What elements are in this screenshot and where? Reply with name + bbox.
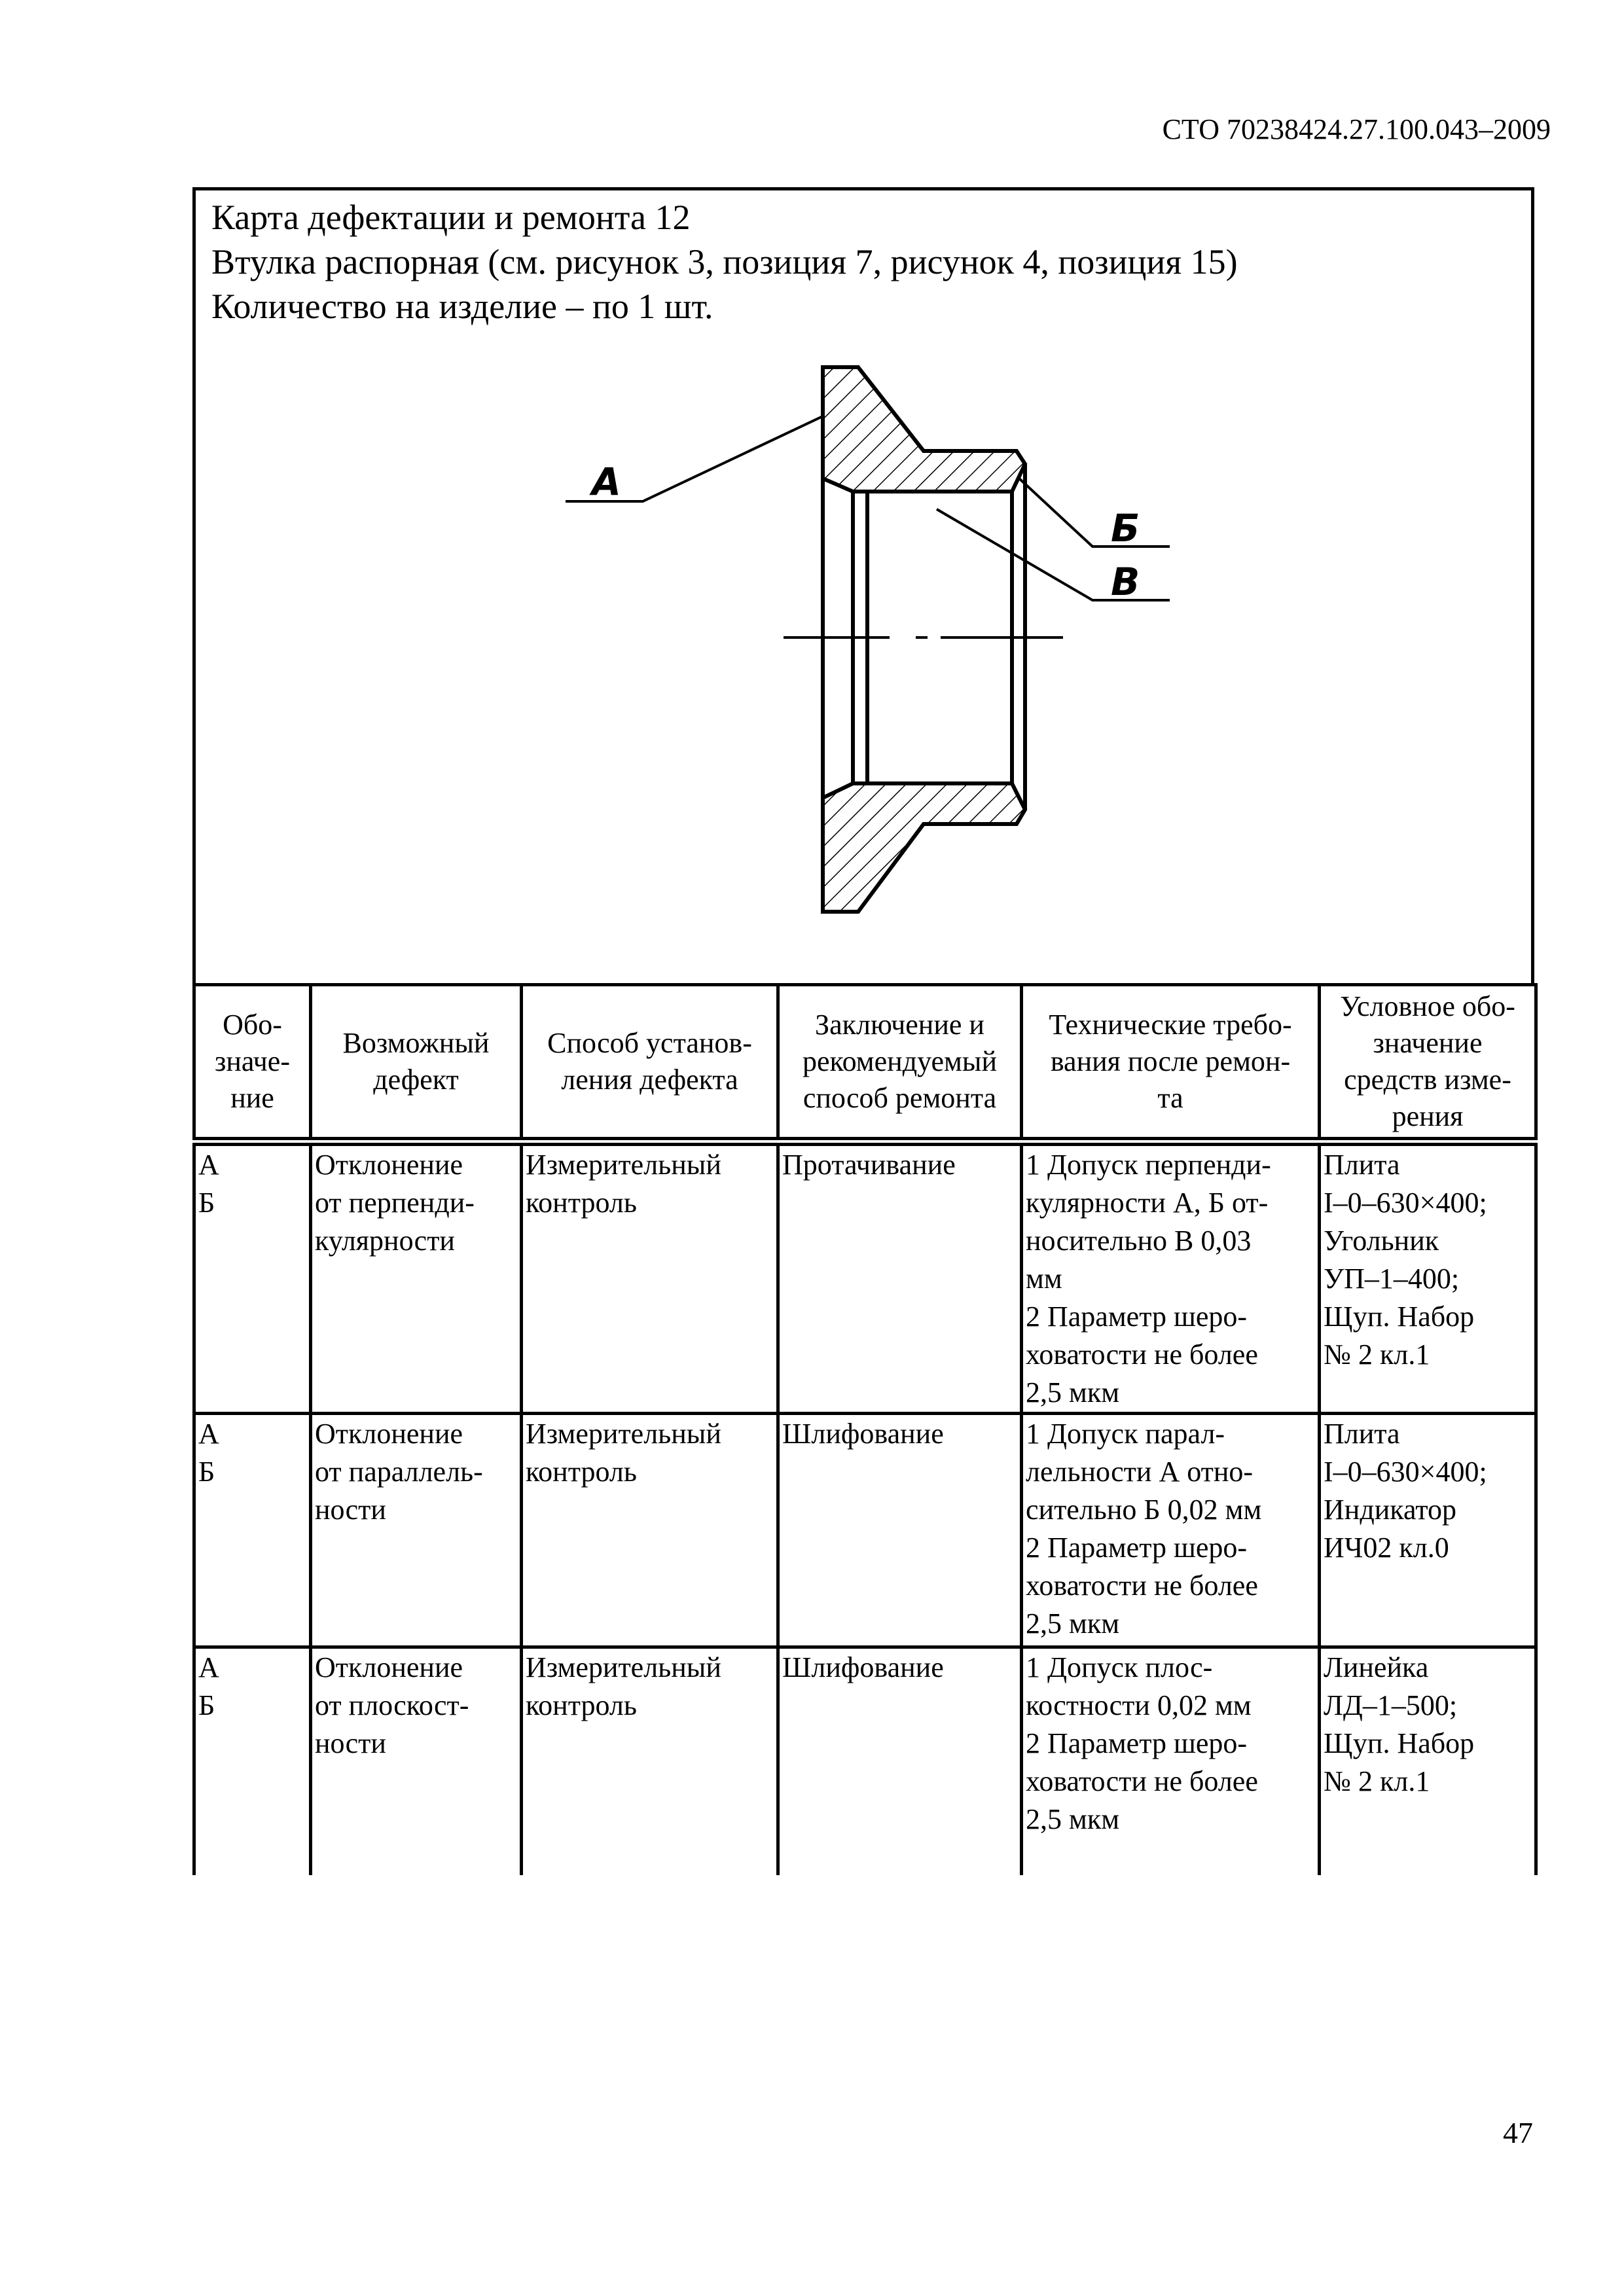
cell-requirements: 1 Допуск перпенди- кулярности А, Б от- носительно В 0,03 мм 2 Параметр шеро- ховатости не более 2,5 мкм (1022, 1141, 1320, 1414)
label-v: В (1111, 560, 1140, 604)
cell-repair: Протачивание (778, 1141, 1022, 1414)
page-number: 47 (1503, 2116, 1533, 2149)
document-code: СТО 70238424.27.100.043–2009 (1162, 113, 1551, 145)
cell-requirements: 1 Допуск парал- лельности А отно- сительно Б 0,02 мм 2 Параметр шеро- ховатости не более 2,5 мкм (1022, 1414, 1320, 1647)
lower-section (823, 783, 1025, 912)
upper-section (823, 367, 1025, 492)
cell-tools: Плита I–0–630×400; Индикатор ИЧ02 кл.0 (1320, 1414, 1536, 1647)
col-repair-header: Заключение и рекомендуемый способ ремонта (778, 985, 1022, 1142)
cell-method: Измерительный контроль (522, 1647, 778, 1876)
cell-tools: Линейка ЛД–1–500; Щуп. Набор № 2 кл.1 (1320, 1647, 1536, 1876)
label-b: Б (1111, 506, 1140, 550)
defect-repair-table (192, 983, 1538, 1875)
table-row (194, 1141, 1536, 1414)
table-header-row (194, 985, 1536, 1142)
cell-repair: Шлифование (778, 1414, 1022, 1647)
card-title: Карта дефектации и ремонта 12 (211, 198, 691, 237)
cell-designation: А Б (194, 1647, 311, 1876)
cell-repair: Шлифование (778, 1647, 1022, 1876)
label-a: А (592, 459, 621, 504)
cell-method: Измерительный контроль (522, 1414, 778, 1647)
col-defect-header: Возможный дефект (311, 985, 522, 1142)
cell-method: Измерительный контроль (522, 1141, 778, 1414)
col-designation-header: Обо- значе- ние (194, 985, 311, 1142)
bushing-section-drawing (196, 190, 1531, 989)
part-name: Втулка распорная (см. рисунок 3, позиция 7, рисунок 4, позиция 15) (211, 242, 1238, 281)
table-row (194, 1647, 1536, 1876)
col-tools-header: Условное обо- значение средств изме- рения (1320, 985, 1536, 1142)
cell-requirements: 1 Допуск плос- костности 0,02 мм 2 Параметр шеро- ховатости не более 2,5 мкм (1022, 1647, 1320, 1876)
table-row (194, 1414, 1536, 1647)
cell-defect: Отклонение от параллель- ности (311, 1414, 522, 1647)
cell-designation: А Б (194, 1414, 311, 1647)
col-method-header: Способ установ- ления дефекта (522, 985, 778, 1142)
part-quantity: Количество на изделие – по 1 шт. (211, 287, 713, 326)
cell-tools: Плита I–0–630×400; Угольник УП–1–400; Щуп. Набор № 2 кл.1 (1320, 1141, 1536, 1414)
cell-designation: А Б (194, 1141, 311, 1414)
card-header-panel (192, 187, 1534, 986)
col-requirements-header: Технические требо- вания после ремон- та (1022, 985, 1320, 1142)
cell-defect: Отклонение от плоскост- ности (311, 1647, 522, 1876)
cell-defect: Отклонение от перпенди- кулярности (311, 1141, 522, 1414)
